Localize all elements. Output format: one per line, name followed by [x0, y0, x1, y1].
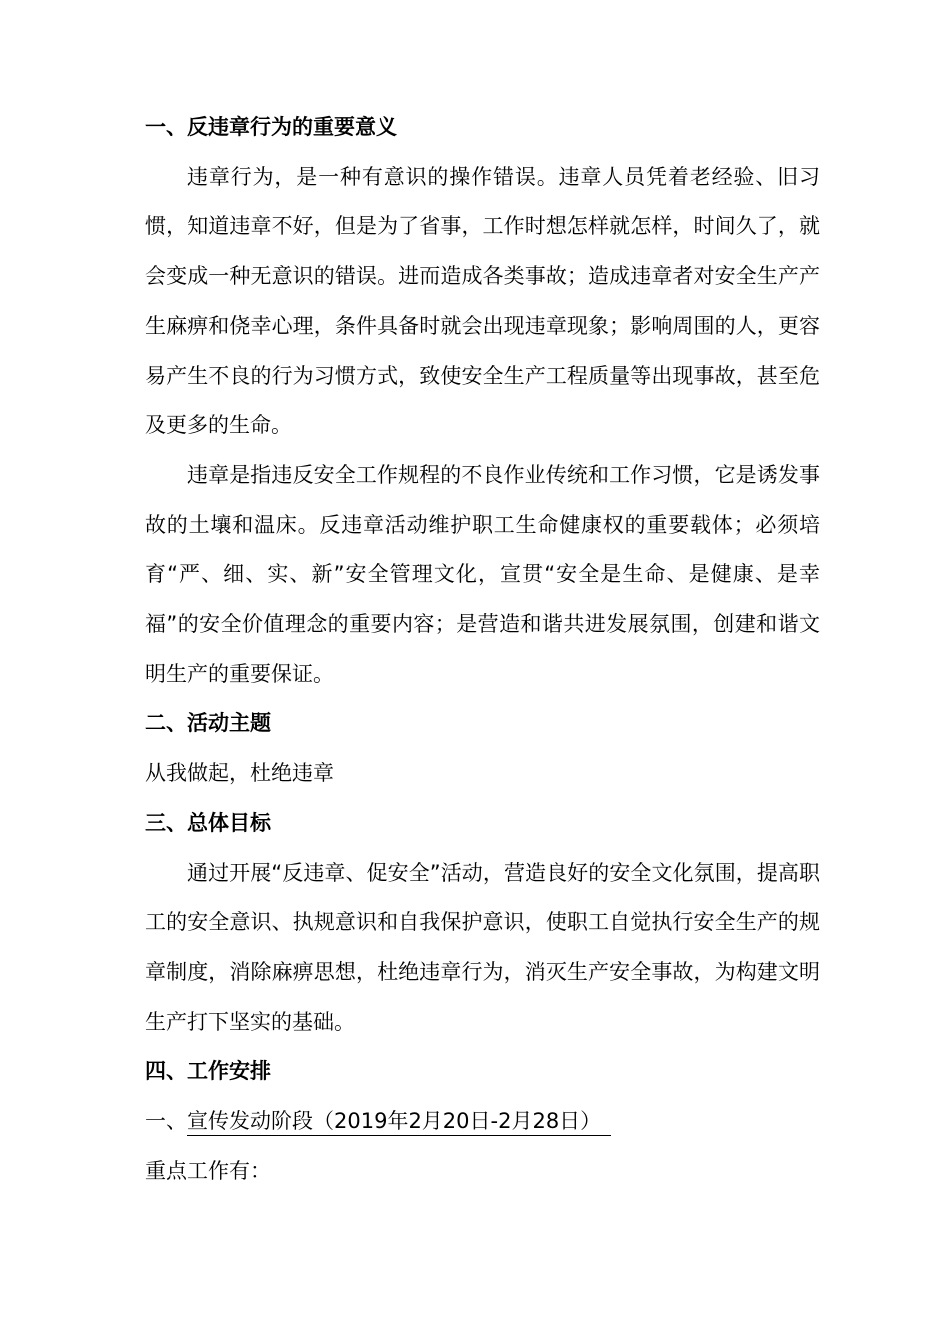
paragraph-overall-goal: 通过开展“反违章、促安全”活动，营造良好的安全文化氛围，提高职工的安全意识、执规意识和自我保护意识，使职工自觉执行安全生产的规章制度，消除麻痹思想，杜绝违章行为，消灭生产安全事故，为构建文明生产打下坚实的基础。 — [145, 860, 820, 1034]
section-heading-significance: 一、反违章行为的重要意义 — [145, 115, 397, 139]
activity-theme-text: 从我做起，杜绝违章 — [145, 761, 334, 786]
section-heading-goal: 三、总体目标 — [145, 810, 271, 835]
section-heading-theme: 二、活动主题 — [145, 711, 271, 736]
phase-title: 宣传发动阶段（2019年2月20日-2月28日） — [187, 1109, 611, 1136]
focus-work-label: 重点工作有： — [145, 1158, 271, 1183]
paragraph-violation-definition: 违章是指违反安全工作规程的不良作业传统和工作习惯，它是诱发事故的土壤和温床。反违章活动维护职工生命健康权的重要载体；必须培育“严、细、实、新”安全管理文化，宣贯“安全是生命、是健康、是幸福”的安全价值理念的重要内容；是营造和谐共进发展氛围，创建和谐文明生产的重要保证。 — [145, 462, 820, 686]
phase-prefix: 一、 — [145, 1109, 187, 1134]
phase-line — [145, 1097, 820, 1147]
paragraph-violation-behavior: 违章行为，是一种有意识的操作错误。违章人员凭着老经验、旧习惯，知道违章不好，但是为了省事，工作时想怎样就怎样，时间久了，就会变成一种无意识的错误。进而造成各类事故；造成违章者对安全生产产生麻痹和侥幸心理，条件具备时就会出现违章现象；影响周围的人，更容易产生不良的行为习惯方式，致使安全生产工程质量等出现事故，甚至危及更多的生命。 — [145, 164, 820, 438]
document-page — [145, 103, 820, 1196]
section-heading-arrangement: 四、工作安排 — [145, 1059, 271, 1084]
